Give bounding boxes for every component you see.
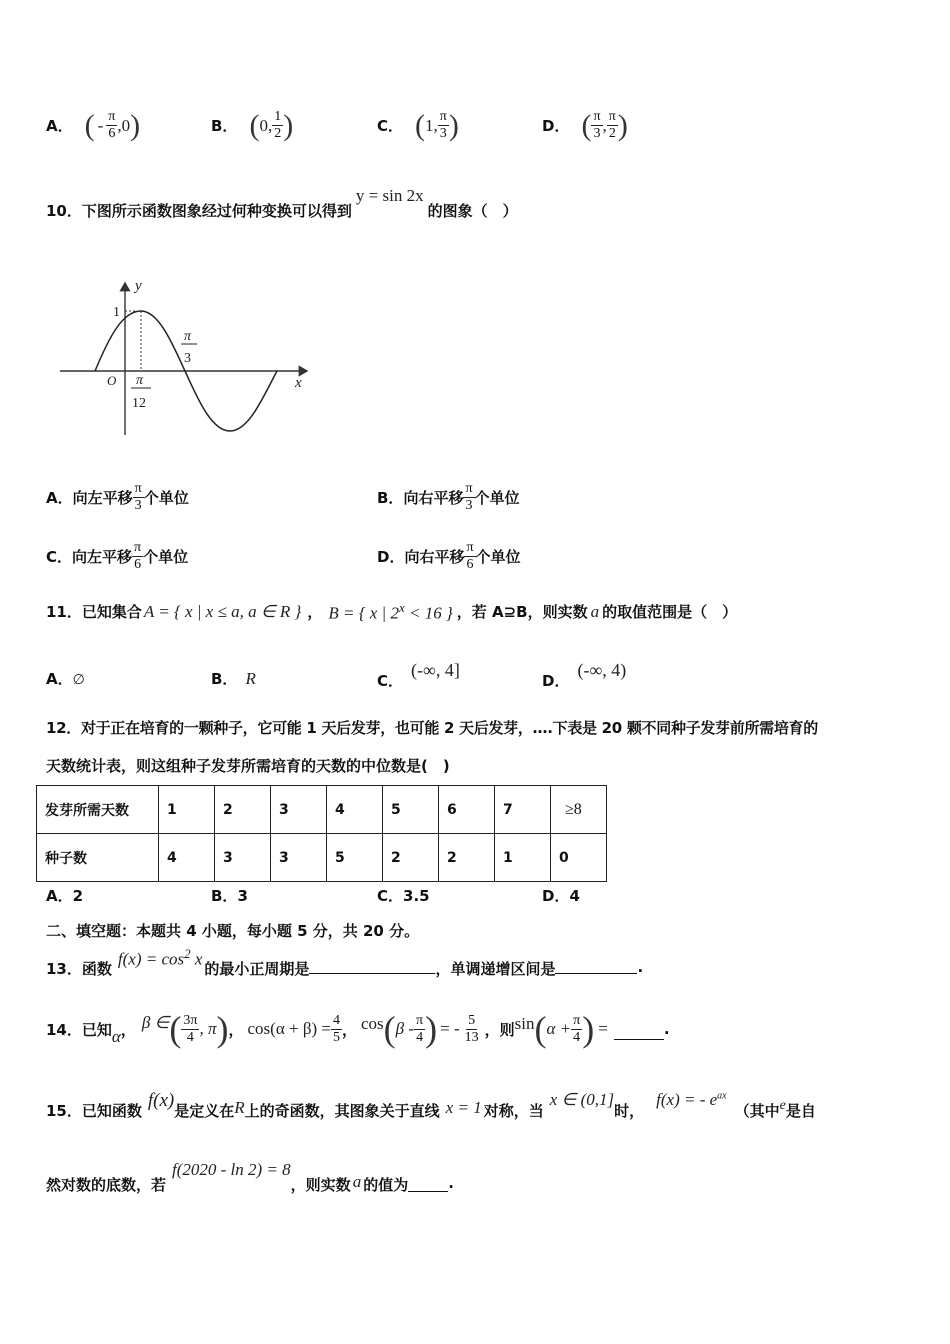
q15-answer-blank[interactable] xyxy=(408,1160,448,1192)
q12-option-b xyxy=(211,885,248,906)
q15-fdef: f(x) = - $e^{ax}$ xyxy=(656,1090,727,1109)
q10-formula: y = sin 2x xyxy=(355,186,424,205)
q10-d-pre: 向右平移 xyxy=(404,548,465,566)
q12-table xyxy=(36,785,607,882)
q9-a-sign: - xyxy=(97,115,104,135)
q13-end: . xyxy=(637,958,644,976)
table-cell: 3 xyxy=(215,834,271,882)
one-label: 1 xyxy=(113,305,120,320)
q13-formula: $f(x) = \cos^2 x$ xyxy=(117,946,203,969)
q14-sep2: ， xyxy=(228,1020,244,1039)
q14-cos1-frac: $\frac{4}{5}$ xyxy=(332,1012,340,1045)
q12-d-value: 4 xyxy=(569,887,580,905)
q15-text5: 时， xyxy=(614,1102,645,1120)
q13-line xyxy=(46,946,643,979)
q10-c-post: 个单位 xyxy=(143,548,189,566)
q14-cos2-eq: = - xyxy=(440,1019,460,1038)
q14-cos1-pre: cos(α + β) = xyxy=(247,1019,331,1038)
q11-b-value: R xyxy=(245,669,256,688)
q10-text-before: 下图所示函数图象经过何种变换可以得到 xyxy=(81,202,352,220)
q10-c-pre: 向左平移 xyxy=(72,548,133,566)
q11-d-letter: D． xyxy=(542,672,570,690)
q14-cos2-value: $\frac{5}{13}$ xyxy=(464,1012,479,1045)
table-cell: 1 xyxy=(495,834,551,882)
q11-text1: 已知集合 xyxy=(81,603,142,622)
origin-label: O xyxy=(107,373,117,388)
q10-b-post: 个单位 xyxy=(474,489,520,507)
q14-number: 14． xyxy=(46,1020,82,1039)
q9-option-c: C． ( 1 , $\frac{\pi}{3}$ ) xyxy=(377,108,459,142)
q10-a-post: 个单位 xyxy=(143,489,189,507)
q11-option-b xyxy=(211,668,256,689)
tick2-den: 3 xyxy=(184,351,191,366)
q11-comma: ， xyxy=(307,603,323,622)
q11-b-letter: B． xyxy=(211,670,238,688)
q15-line2-formula: f(2020 - ln 2) = 8 xyxy=(172,1160,291,1179)
q10-a-frac: $\frac{\pi}{3}$ xyxy=(134,481,142,513)
q15-line2-text2: ，则实数 xyxy=(290,1176,351,1194)
q12-line2: 天数统计表，则这组种子发芽所需培育的天数的中位数是( ) xyxy=(46,757,450,775)
q14-sin-frac: $\frac{\pi}{4}$ xyxy=(573,1012,581,1045)
q11-stem xyxy=(46,600,737,624)
q11-setB: B = { x | $2^x < 16$ } xyxy=(328,600,453,623)
q9-a-frac: $\frac{\pi}{6}$ xyxy=(108,109,116,141)
tick1-den: 12 xyxy=(132,396,146,411)
q14-alpha: α xyxy=(111,1027,121,1046)
q13-number: 13． xyxy=(46,960,82,978)
q15-text7: 是自 xyxy=(785,1102,816,1120)
table-cell: 7 xyxy=(495,786,551,834)
q14-sep3: ， xyxy=(341,1020,357,1039)
q15-text2: 是定义在 xyxy=(174,1102,235,1120)
q15-number: 15． xyxy=(46,1102,82,1120)
section2-heading: 二、填空题：本题共 4 小题，每小题 5 分，共 20 分。 xyxy=(46,922,420,940)
x-label: x xyxy=(295,375,302,391)
q15-R: R xyxy=(234,1098,245,1117)
q10-a-pre: 向左平移 xyxy=(72,489,133,507)
table-cell: 4 xyxy=(327,786,383,834)
q14-sin-inner: α + xyxy=(546,1019,572,1038)
table-cell: 6 xyxy=(439,786,495,834)
q11-c-letter: C． xyxy=(377,672,404,690)
table-cell: 4 xyxy=(159,834,215,882)
q10-c-frac: $\frac{\pi}{6}$ xyxy=(134,540,142,572)
q12-a-letter: A． xyxy=(46,887,73,905)
q12-a-value: 2 xyxy=(72,887,84,905)
q10-a-letter: A． xyxy=(46,489,73,507)
q12-line1: 12．对于正在培育的一颗种子，它可能 1 天后发芽，也可能 2 天后发芽，….下表是 20 颗不同种子发芽前所需培育的 xyxy=(46,719,818,737)
q15-text3: 上的奇函数，其图象关于直线 xyxy=(244,1102,440,1120)
q9-option-b: B． ( 0 , $\frac{1}{2}$ ) xyxy=(211,108,294,142)
q12-d-letter: D． xyxy=(542,887,570,905)
table-cell: 3 xyxy=(271,834,327,882)
q15-line2-var: a xyxy=(352,1172,362,1191)
q9-d-frac2: $\frac{\pi}{2}$ xyxy=(608,109,616,141)
q9-c-frac: $\frac{\pi}{3}$ xyxy=(439,109,447,141)
table-row xyxy=(37,786,607,834)
q10-d-letter: D． xyxy=(377,548,405,566)
q11-var: a xyxy=(590,601,600,621)
q11-text3: 的取值范围是（ ） xyxy=(602,603,738,622)
q10-sine-graph xyxy=(55,275,325,445)
q15-fx: f(x) xyxy=(147,1090,175,1111)
q14-beta-frac: $\frac{3\pi}{4}$ xyxy=(183,1012,198,1045)
q11-option-c xyxy=(377,660,460,691)
q11-number: 11． xyxy=(46,603,82,622)
q9-option-a-letter: A． xyxy=(46,117,73,135)
q9-c-a: 1 xyxy=(425,115,434,135)
q10-d-post: 个单位 xyxy=(475,548,521,566)
q15-end: . xyxy=(448,1174,454,1192)
q15-line-eq: x = 1 xyxy=(445,1098,482,1117)
q10-text-after: 的图象（ ） xyxy=(427,202,518,220)
q15-line1 xyxy=(46,1090,816,1121)
q15-text6: （其中 xyxy=(734,1102,780,1120)
q15-line2-text1: 然对数的底数，若 xyxy=(46,1176,167,1194)
q13-text1: 函数 xyxy=(81,960,112,978)
table-cell: 3 xyxy=(271,786,327,834)
q13-blank-period[interactable] xyxy=(309,946,435,974)
q15-line2-text3: 的值为 xyxy=(363,1176,409,1194)
q15-cond: x ∈ (0,1] xyxy=(549,1090,615,1109)
y-label: y xyxy=(135,278,142,294)
q14-text1: 已知 xyxy=(81,1020,112,1039)
q9-option-c-letter: C． xyxy=(377,117,404,135)
q10-stem xyxy=(46,186,518,221)
q13-text2: 的最小正周期是 xyxy=(204,960,310,978)
table-cell: 1 xyxy=(159,786,215,834)
table-row xyxy=(37,834,607,882)
q9-option-b-letter: B． xyxy=(211,117,238,135)
q14-end: . xyxy=(663,1020,670,1038)
q11-a-value: ∅ xyxy=(72,673,85,688)
q11-c-value: (-∞, 4] xyxy=(411,660,460,680)
q9-option-d-letter: D． xyxy=(542,117,570,135)
q11-d-value: (-∞, 4) xyxy=(577,660,627,680)
q14-sin-eq: = xyxy=(598,1019,608,1038)
tick2-num: π xyxy=(184,329,192,344)
q9-a-b: 0 xyxy=(121,115,131,135)
q11-a-letter: A． xyxy=(46,670,73,688)
q9-d-frac1: $\frac{\pi}{3}$ xyxy=(593,109,601,141)
q14-beta-post: , π xyxy=(199,1019,217,1038)
q12-c-value: 3.5 xyxy=(403,887,430,905)
q10-b-letter: B． xyxy=(377,489,404,507)
q14-sin-pre: sin xyxy=(514,1014,535,1033)
table-cell: 0 xyxy=(551,834,607,882)
q15-line2 xyxy=(46,1160,454,1195)
table-cell: ≥8 xyxy=(551,786,607,834)
q12-option-a xyxy=(46,885,83,906)
q14-answer-blank[interactable] xyxy=(614,1018,664,1040)
q14-cos2-pre: cos xyxy=(360,1014,384,1033)
q12-option-c xyxy=(377,885,430,906)
q10-option-b xyxy=(377,482,520,513)
q14-sep1: ， xyxy=(120,1020,136,1039)
q11-option-d xyxy=(542,660,626,691)
q10-b-pre: 向右平移 xyxy=(403,489,464,507)
q10-c-letter: C． xyxy=(46,548,73,566)
table-row-header: 发芽所需天数 xyxy=(37,786,159,834)
q14-beta-pre: β ∈ xyxy=(141,1013,170,1032)
tick1-num: π xyxy=(136,373,144,388)
q11-setA: A = { x | x ≤ a, a ∈ R } xyxy=(143,601,302,621)
q14-cos2-frac: $\frac{\pi}{4}$ xyxy=(416,1012,424,1045)
q10-b-frac: $\frac{\pi}{3}$ xyxy=(465,481,473,513)
q9-b-frac: $\frac{1}{2}$ xyxy=(274,109,282,141)
q15-text4: 对称，当 xyxy=(483,1102,544,1120)
q15-e: e xyxy=(779,1098,786,1113)
q14-text2: ，则 xyxy=(484,1020,515,1039)
q10-option-d xyxy=(377,541,521,572)
q14-cos2-inner: β - xyxy=(395,1019,415,1038)
q9-option-a: A． ( - $\frac{\pi}{6}$ , 0 ) xyxy=(46,108,141,142)
table-row-header: 种子数 xyxy=(37,834,159,882)
q10-number: 10． xyxy=(46,202,82,220)
table-cell: 5 xyxy=(327,834,383,882)
q15-text1: 已知函数 xyxy=(81,1102,142,1120)
q9-option-d: D． ( $\frac{\pi}{3}$ , $\frac{\pi}{2}$ ) xyxy=(542,108,628,142)
q12-b-value: 3 xyxy=(237,887,248,905)
q11-option-a xyxy=(46,668,85,689)
q12-c-letter: C． xyxy=(377,887,404,905)
q13-text3: ，单调递增区间是 xyxy=(435,960,556,978)
q10-option-a xyxy=(46,482,189,513)
table-cell: 2 xyxy=(439,834,495,882)
q10-d-frac: $\frac{\pi}{6}$ xyxy=(466,540,474,572)
q12-b-letter: B． xyxy=(211,887,238,905)
table-cell: 5 xyxy=(383,786,439,834)
q10-option-c xyxy=(46,541,188,572)
table-cell: 2 xyxy=(215,786,271,834)
q9-b-a: 0 xyxy=(259,115,268,135)
q12-option-d xyxy=(542,885,580,906)
q13-blank-interval[interactable] xyxy=(555,946,637,974)
q11-text2: ，若 A⊇B，则实数 xyxy=(456,603,588,622)
table-cell: 2 xyxy=(383,834,439,882)
q14-line: 14． 已知 α ， β ∈ ( $\frac{3\pi}{4}$ , π ) ， cos(α + β) = $\frac{4}{5}$ ， cos ( β - $\frac{\pi}{4}$ ) = - $\frac{5}{13}$ ，则 sin ( α + $\frac{\pi}{4}$ ) = . xyxy=(46,1009,670,1049)
